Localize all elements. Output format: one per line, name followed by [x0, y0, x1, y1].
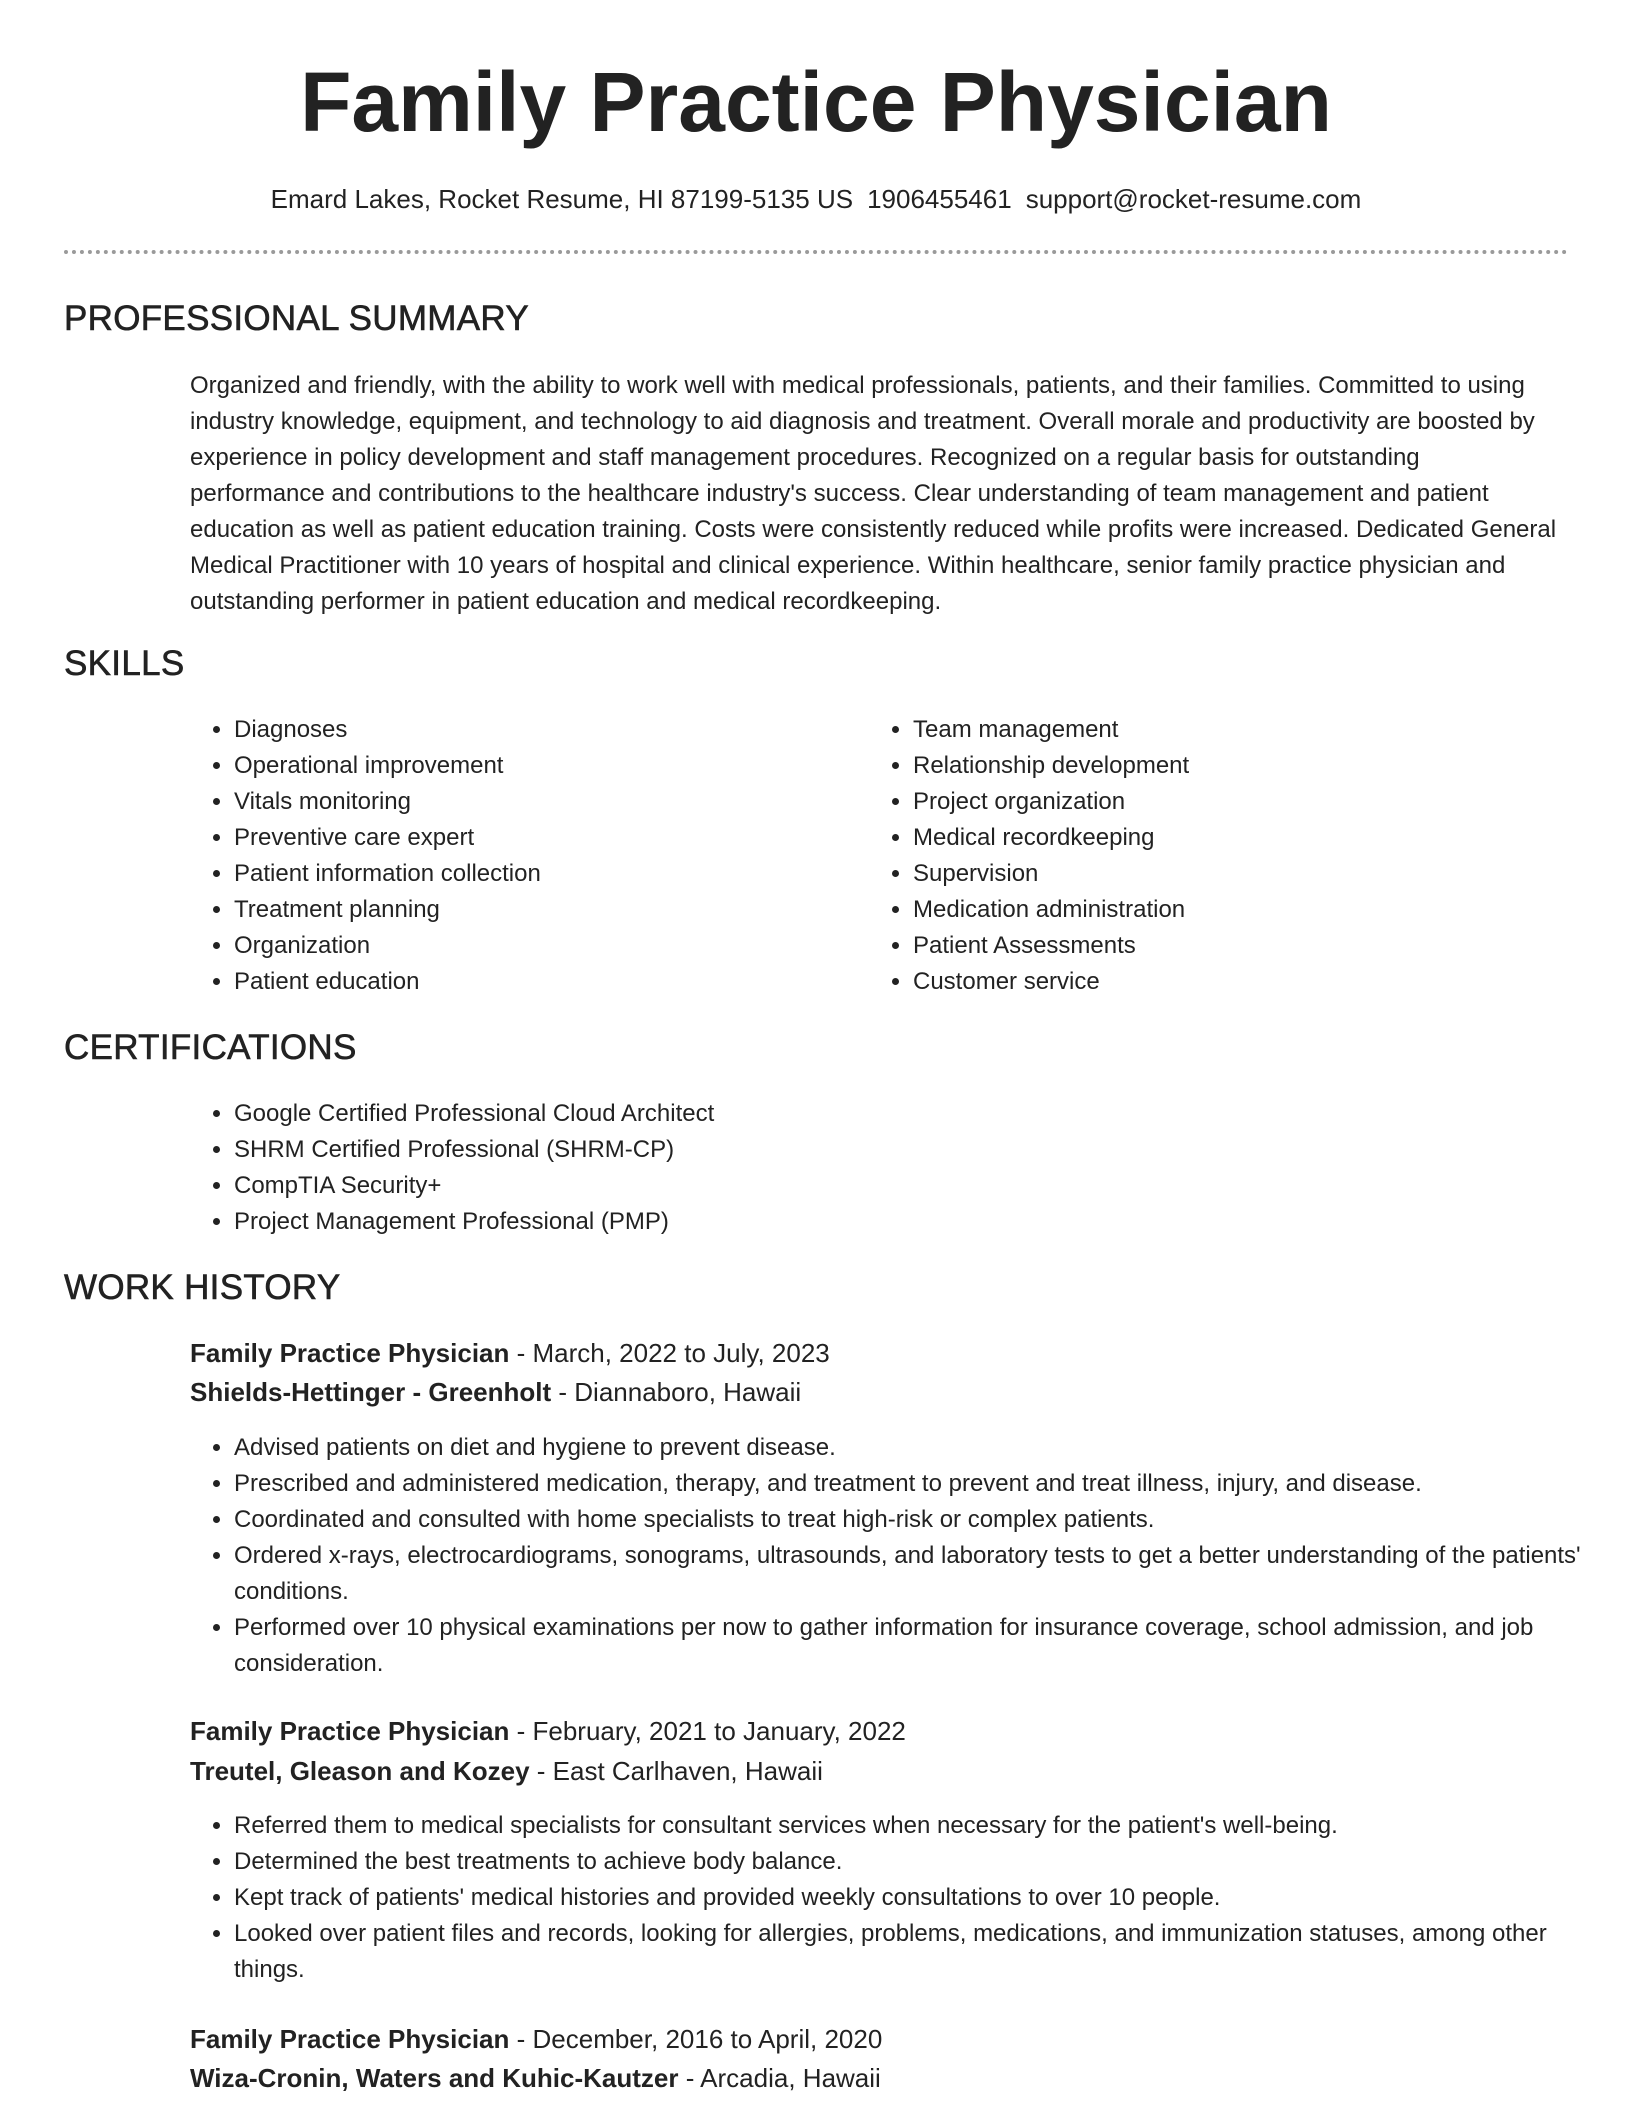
skill-item: • Treatment planning — [234, 892, 834, 928]
skill-item: • Customer service — [913, 964, 1513, 1000]
job-bullet: • Coordinated and consulted with home specialists to treat high-risk or complex patients. — [234, 1502, 1604, 1538]
job-dates: - March, 2022 to July, 2023 — [509, 1338, 830, 1368]
job-title: Family Practice Physician — [190, 2024, 510, 2054]
skill-item: • Preventive care expert — [234, 820, 834, 856]
job-bullet: • Prescribed and administered medication, therapy, and treatment to prevent and treat illness, injury, and disease. — [234, 1466, 1604, 1502]
skills-list-right — [869, 712, 1513, 1000]
contact-line — [0, 182, 1632, 216]
job-bullet: • Determined the best treatments to achieve body balance. — [234, 1844, 1604, 1880]
job-bullet: • Looked over patient files and records, looking for allergies, problems, medications, and immunization statuses, among other things. — [234, 1916, 1604, 1988]
job-company: Shields-Hettinger - Greenholt — [190, 1377, 552, 1407]
skill-item: • Team management — [913, 712, 1513, 748]
skill-item: • Diagnoses — [234, 712, 834, 748]
contact-address: Emard Lakes, Rocket Resume, HI 87199-5135 US — [270, 184, 854, 214]
job-bullet: • Kept track of patients' medical histories and provided weekly consultations to over 10 people. — [234, 1880, 1604, 1916]
candidate-name: Family Practice Physician — [300, 55, 1332, 149]
skill-item: • Medical recordkeeping — [913, 820, 1513, 856]
skill-item: • Patient Assessments — [913, 928, 1513, 964]
certification-item: • SHRM Certified Professional (SHRM-CP) — [234, 1132, 1534, 1168]
job-location: - East Carlhaven, Hawaii — [529, 1756, 823, 1786]
certification-item: • Google Certified Professional Cloud Architect — [234, 1096, 1534, 1132]
skill-item: • Patient information collection — [234, 856, 834, 892]
section-title-work-history: WORK HISTORY — [64, 1268, 341, 1307]
skill-item: • Operational improvement — [234, 748, 834, 784]
job-title: Family Practice Physician — [190, 1716, 510, 1746]
job-company: Treutel, Gleason and Kozey — [190, 1756, 530, 1786]
skill-item: • Supervision — [913, 856, 1513, 892]
skill-item: • Organization — [234, 928, 834, 964]
job-bullet: • Advised patients on diet and hygiene to prevent disease. — [234, 1430, 1604, 1466]
certification-item: • Project Management Professional (PMP) — [234, 1204, 1534, 1240]
job-location: - Arcadia, Hawaii — [678, 2063, 881, 2093]
job-title-line — [190, 1713, 906, 1749]
skill-item: • Medication administration — [913, 892, 1513, 928]
header-divider — [64, 250, 1568, 254]
job-title: Family Practice Physician — [190, 1338, 510, 1368]
job-company-line — [190, 1753, 823, 1789]
skill-item: • Relationship development — [913, 748, 1513, 784]
job-bullet: • Referred them to medical specialists for consultant services when necessary for the patient's well-being. — [234, 1808, 1604, 1844]
job-location: - Diannaboro, Hawaii — [551, 1377, 802, 1407]
summary-text: Organized and friendly, with the ability to work well with medical professionals, patients, and their families. Committed to using industry knowledge, equipment, and technology to aid diagnosis and treatment. Overall morale and productivity are boosted by experience in policy development and staff management procedures. Recognized on a regular basis for outstanding performance and contributions to the healthcare industry's success. Clear understanding of team management and patient education as well as patient education training. Costs were consistently reduced while profits were increased. Dedicated General Medical Practitioner with 10 years of hospital and clinical experience. Within healthcare, senior family practice physician and outstanding performer in patient education and medical recordkeeping. — [190, 372, 1557, 615]
section-title-skills: SKILLS — [64, 644, 185, 683]
job-company: Wiza-Cronin, Waters and Kuhic-Kautzer — [190, 2063, 679, 2093]
certification-item: • CompTIA Security+ — [234, 1168, 1534, 1204]
job-bullets — [190, 1808, 1604, 1988]
section-title-summary: PROFESSIONAL SUMMARY — [64, 299, 529, 338]
section-title-certifications: CERTIFICATIONS — [64, 1028, 357, 1067]
skill-item: • Vitals monitoring — [234, 784, 834, 820]
skill-item: • Patient education — [234, 964, 834, 1000]
certifications-list — [190, 1096, 1534, 1240]
skill-item: • Project organization — [913, 784, 1513, 820]
job-bullet: • Ordered x-rays, electrocardiograms, sonograms, ultrasounds, and laboratory tests to get a better understanding of the patients' conditions. — [234, 1538, 1604, 1610]
job-title-line — [190, 2021, 882, 2057]
contact-phone: 1906455461 — [867, 184, 1012, 214]
contact-email: support@rocket-resume.com — [1025, 184, 1362, 214]
job-company-line — [190, 2060, 881, 2096]
job-company-line — [190, 1374, 801, 1410]
skills-list-left — [190, 712, 834, 1000]
job-dates: - December, 2016 to April, 2020 — [509, 2024, 883, 2054]
job-dates: - February, 2021 to January, 2022 — [509, 1716, 906, 1746]
job-bullet: • Performed over 10 physical examinations per now to gather information for insurance coverage, school admission, and job consideration. — [234, 1610, 1604, 1682]
job-bullets — [190, 1430, 1604, 1682]
job-title-line — [190, 1335, 830, 1371]
